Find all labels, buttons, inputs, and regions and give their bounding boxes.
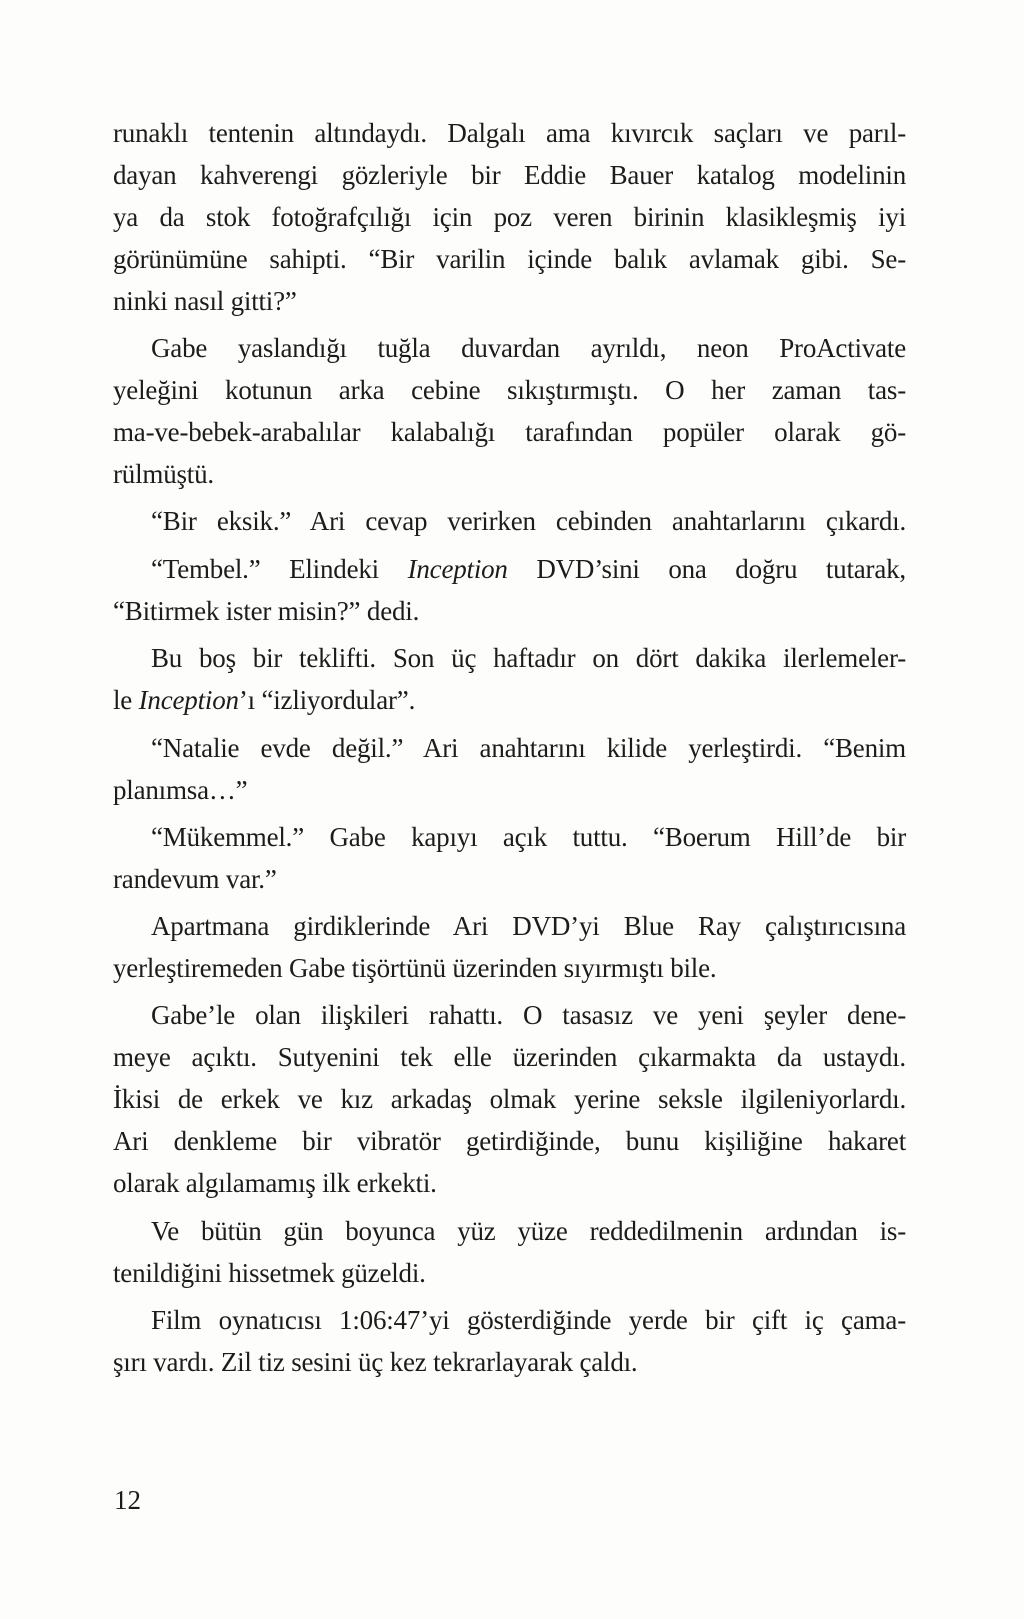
text-line: yeleğini kotunun arka cebine sıkıştırmıştı. O her zaman tas-: [113, 375, 906, 405]
text-line: şırı vardı. Zil tiz sesini üç kez tekrarlayarak çaldı.: [113, 1347, 638, 1377]
text-line: ma-ve-bebek-arabalılar kalabalığı tarafından popüler olarak gö-: [113, 417, 906, 447]
text-line: meye açıktı. Sutyenini tek elle üzerinden çıkarmakta da ustaydı.: [113, 1042, 906, 1072]
text-line: dayan kahverengi gözleriyle bir Eddie Bauer katalog modelinin: [113, 160, 906, 190]
text-run: “Tembel.” Elindeki: [151, 554, 408, 584]
text-line: Ari denkleme bir vibratör getirdiğinde, bunu kişiliğine hakaret: [113, 1126, 906, 1156]
text-line: rülmüştü.: [113, 459, 214, 489]
text-line: Apartmana girdiklerinde Ari DVD’yi Blue Ray çalıştırıcısına: [151, 911, 906, 941]
text-line: [151, 552, 906, 586]
text-line: ya da stok fotoğrafçılığı için poz veren birinin klasikleşmiş iyi: [113, 202, 906, 232]
text-line: görünümüne sahipti. “Bir varilin içinde balık avlamak gibi. Se-: [113, 244, 906, 274]
text-line: randevum var.”: [113, 864, 277, 894]
text-line: “Natalie evde değil.” Ari anahtarını kilide yerleştirdi. “Benim: [151, 733, 906, 763]
text-line: tenildiğini hissetmek güzeldi.: [113, 1258, 426, 1288]
text-run: ’ı “izliyordular”.: [238, 685, 416, 715]
text-line: olarak algılamamış ilk erkekti.: [113, 1168, 437, 1198]
text-line: Gabe’le olan ilişkileri rahattı. O tasasız ve yeni şeyler dene-: [151, 1000, 906, 1030]
text-line: Ve bütün gün boyunca yüz yüze reddedilmenin ardından is-: [151, 1216, 906, 1246]
text-line: Film oynatıcısı 1:06:47’yi gösterdiğinde yerde bir çift iç çama-: [151, 1305, 906, 1335]
text-run: le: [113, 685, 139, 715]
page-number: 12: [114, 1485, 141, 1515]
text-line: yerleştiremeden Gabe tişörtünü üzerinden sıyırmıştı bile.: [113, 953, 717, 983]
text-line: “Mükemmel.” Gabe kapıyı açık tuttu. “Boerum Hill’de bir: [151, 822, 906, 852]
text-line: “Bir eksik.” Ari cevap verirken cebinden anahtarlarını çıkardı.: [151, 506, 906, 536]
text-line: İkisi de erkek ve kız arkadaş olmak yerine seksle ilgileniyorlardı.: [113, 1084, 906, 1114]
text-line: [113, 683, 906, 717]
text-line: planımsa…”: [113, 775, 248, 805]
text-line: Bu boş bir teklifti. Son üç haftadır on dört dakika ilerlemeler-: [151, 643, 906, 673]
text-line: runaklı tentenin altındaydı. Dalgalı ama kıvırcık saçları ve parıl-: [113, 118, 906, 148]
italic-title: Inception: [138, 685, 239, 715]
text-line: Gabe yaslandığı tuğla duvardan ayrıldı, neon ProActivate: [151, 333, 906, 363]
text-line: ninki nasıl gitti?”: [113, 286, 297, 316]
text-run: DVD’sini ona doğru tutarak,: [507, 554, 906, 584]
italic-title: Inception: [407, 554, 508, 584]
text-line: “Bitirmek ister misin?” dedi.: [113, 596, 420, 626]
